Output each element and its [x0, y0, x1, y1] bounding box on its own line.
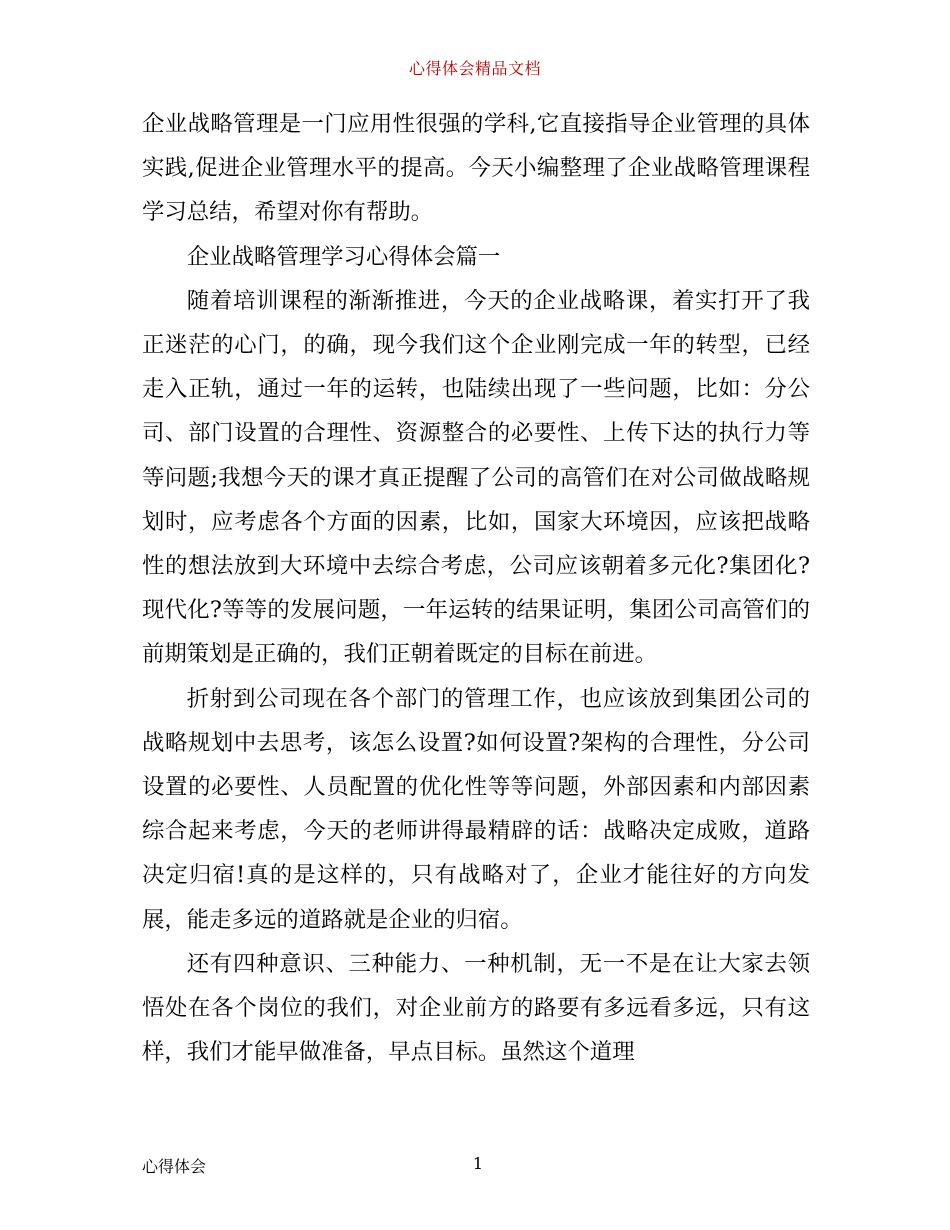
intro-paragraph: 企业战略管理是一门应用性很强的学科,它直接指导企业管理的具体实践,促进企业管理水平的提高。今天小编整理了企业战略管理课程学习总结，希望对你有帮助。: [142, 111, 810, 226]
body-paragraph-3: 还有四种意识、三种能力、一种机制，无一不是在让大家去领悟处在各个岗位的我们，对企业前方的路要有多远看多远，只有这样，我们才能早做准备，早点目标。虽然这个道理: [142, 950, 810, 1066]
page-header-title: 心得体会精品文档: [408, 59, 541, 78]
document-body: [142, 102, 810, 1074]
body-paragraph-2: 折射到公司现在各个部门的管理工作，也应该放到集团公司的战略规划中去思考，该怎么设置?如何设置?架构的合理性，分公司设置的必要性、人员配置的优化性等等问题，外部因素和内部因素综合起来考虑，今天的老师讲得最精辟的话：战略决定成败，道路决定归宿!真的是这样的，只有战略对了，企业才能往好的方向发展，能走多远的道路就是企业的归宿。: [142, 685, 810, 933]
footer-label: 心得体会: [142, 1157, 207, 1176]
page-number: 1: [472, 1154, 484, 1173]
body-paragraph-1: 随着培训课程的渐渐推进，今天的企业战略课，着实打开了我正迷茫的心门，的确，现今我们这个企业刚完成一年的转型，已经走入正轨，通过一年的运转，也陆续出现了一些问题，比如：分公司、部门设置的合理性、资源整合的必要性、上传下达的执行力等等问题;我想今天的课才真正提醒了公司的高管们在对公司做战略规划时，应考虑各个方面的因素，比如，国家大环境因，应该把战略性的想法放到大环境中去综合考虑，公司应该朝着多元化?集团化?现代化?等等的发展问题，一年运转的结果证明，集团公司高管们的前期策划是正确的，我们正朝着既定的目标在前进。: [142, 287, 810, 668]
section-heading: 企业战略管理学习心得体会篇一: [186, 243, 501, 270]
